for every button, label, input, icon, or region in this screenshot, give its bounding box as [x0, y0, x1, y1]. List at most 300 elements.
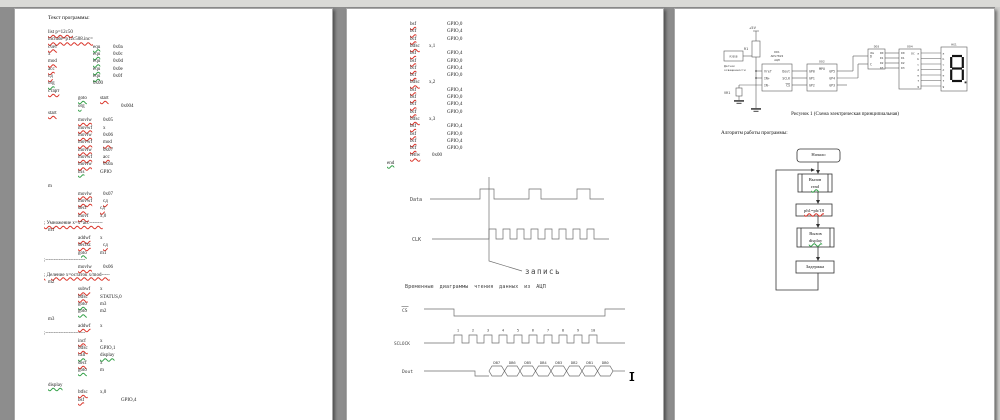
- code-token: 0x07: [103, 191, 113, 197]
- data-waveform: [430, 189, 604, 199]
- code-token: GPIO,0: [447, 58, 463, 64]
- code-token: movf: [78, 213, 89, 219]
- code-token: x,0: [100, 390, 107, 396]
- code-token: GPIO,4: [121, 397, 137, 403]
- code-token: GPIO,0: [447, 73, 463, 79]
- sensor-caption: освещенности: [724, 68, 746, 72]
- clock-number: 10: [590, 327, 596, 333]
- timing-diagrams-figure: [347, 9, 663, 420]
- code-line: [15, 309, 332, 316]
- code-line: [15, 96, 332, 103]
- code-token: GPIO,4: [447, 124, 463, 130]
- code-token: 0x0c: [113, 52, 123, 58]
- code-line: [15, 81, 332, 88]
- dout-bit-cell: [520, 366, 536, 376]
- flowchart-call-display-line1: Вызов: [809, 231, 822, 236]
- code-line: [15, 155, 332, 162]
- dd3-pin: C: [870, 62, 872, 67]
- dout-bit-label: DB4: [539, 360, 547, 365]
- code-token: ;------------------------: [44, 257, 86, 263]
- code-token: x: [100, 360, 103, 366]
- code-token: goto: [78, 368, 87, 374]
- dd4-pin: g: [917, 84, 919, 89]
- dd4-pin: D3: [901, 66, 905, 71]
- hg1-pin: a: [942, 51, 945, 56]
- code-token: GPIO,0: [447, 95, 463, 100]
- code-token: m3: [100, 301, 107, 307]
- dout-waveform: [424, 371, 489, 376]
- dout-bit-cell: [505, 366, 521, 376]
- code-token: addwf: [78, 235, 91, 241]
- text-caret: [631, 372, 633, 381]
- code-token: start: [48, 110, 57, 116]
- code-token: асс: [103, 154, 110, 160]
- code-token: goto: [78, 96, 87, 102]
- hg1-pin: c: [942, 62, 945, 67]
- code-line: [15, 317, 332, 324]
- code-token: movlw: [78, 147, 92, 153]
- dout-bit-cell: [582, 366, 598, 376]
- right-gutter: [995, 7, 1000, 420]
- clock-number: 5: [516, 327, 520, 333]
- code-token: x,1: [429, 43, 436, 49]
- schematic-and-flowchart-figure: [675, 9, 994, 420]
- code-token: bsf: [78, 397, 85, 403]
- code-token: x,2: [429, 80, 436, 86]
- code-line: [15, 118, 332, 125]
- code-token: x: [100, 338, 103, 344]
- code-token: end: [387, 160, 395, 166]
- code-token: GPIO,0: [447, 131, 463, 137]
- code-token: 0x06: [103, 132, 113, 138]
- code-token: bcf: [410, 138, 417, 144]
- code-line: [15, 258, 332, 265]
- dout-bit-cell: [551, 366, 567, 376]
- code-line: [15, 133, 332, 140]
- code-line: [15, 324, 332, 331]
- hg1-designator: HG1: [951, 42, 957, 47]
- code-token: bsf: [410, 131, 417, 137]
- code-token: mod: [48, 59, 57, 65]
- sensor-name: MJ05B: [729, 55, 738, 59]
- code-token: GPIO,4: [447, 65, 463, 71]
- code-token: m2: [100, 309, 107, 315]
- code-token: decf: [78, 206, 87, 212]
- code-token: GPIO,4: [447, 138, 463, 144]
- code-token: movlw: [78, 162, 92, 168]
- code-line: [15, 199, 332, 206]
- code-token: m: [100, 368, 104, 374]
- ground-symbol: [737, 103, 742, 104]
- write-label: запись: [525, 267, 562, 276]
- code-token: STATUS,0: [100, 294, 122, 300]
- dd1-pin: SCLK: [782, 76, 790, 81]
- code-line: [15, 184, 332, 191]
- flowchart-call-read-line1: Вызов: [808, 177, 822, 182]
- dd4-type: DC: [911, 51, 915, 56]
- code-token: асс: [48, 66, 55, 72]
- code-token: x: [100, 235, 103, 241]
- code-token: btfsc: [78, 294, 88, 300]
- text-caret: [630, 372, 635, 373]
- code-token: call: [78, 353, 86, 359]
- code-token: GPIO,4: [447, 29, 463, 35]
- dout-bit-label: DB6: [508, 360, 516, 365]
- sensor-caption: Датчик: [724, 64, 735, 68]
- dd4-pin: D2: [901, 61, 905, 66]
- page-1: [14, 8, 333, 420]
- code-token: x: [100, 324, 103, 329]
- dout-bit-cell: [489, 366, 505, 376]
- code-token: 0x00: [93, 81, 103, 87]
- ground-symbol: [751, 108, 761, 110]
- code-line: [15, 331, 332, 338]
- code-token: include=p12c508.inc=: [48, 37, 93, 43]
- code-line: [15, 52, 332, 59]
- code-token: x: [103, 125, 106, 131]
- resistor-vr1: [736, 88, 742, 96]
- code-token: bcf: [410, 109, 417, 115]
- vr1-label: VR1: [724, 91, 731, 95]
- code-token: 0x0a: [103, 162, 113, 168]
- code-line: [15, 126, 332, 133]
- power-5v-label: +5V: [749, 25, 756, 30]
- dd3-type: RG: [870, 51, 875, 55]
- code-line: [15, 140, 332, 147]
- code-token: movlw: [78, 118, 92, 124]
- code-token: movlw: [78, 265, 92, 271]
- ground-symbol: [734, 100, 744, 102]
- junction-dot: [755, 70, 757, 72]
- code-token: GPIO,1: [100, 346, 116, 352]
- code-token: x,3: [429, 116, 436, 122]
- code-token: GPIO,0: [447, 146, 463, 152]
- dd3-pin: D: [870, 54, 872, 59]
- code-token: list p=12c50: [48, 30, 73, 35]
- code-line: [15, 30, 332, 37]
- r1-label: R1: [744, 47, 749, 51]
- code-token: bsf: [410, 22, 417, 27]
- code-token: btfsc: [78, 346, 88, 352]
- dd4-pin: a: [917, 51, 919, 56]
- hg1-pin: f: [942, 79, 945, 83]
- dout-signal-label: Dout: [402, 370, 414, 375]
- code-token: goto: [78, 309, 87, 315]
- code-token: m1: [100, 250, 107, 256]
- code-line: [15, 74, 332, 81]
- code-line: [15, 170, 332, 177]
- code-token: incf: [78, 338, 86, 344]
- code-token: ; Деление x=остаток x/mod-----: [44, 272, 110, 278]
- code-line: [15, 111, 332, 118]
- dd2-pin: GP5: [829, 69, 835, 74]
- dd4-designator: DD4: [907, 44, 913, 49]
- code-token: org: [78, 103, 85, 109]
- code-token: bsf: [410, 87, 417, 93]
- code-token: GPIO,4: [447, 51, 463, 57]
- cs-signal-label: CS: [402, 309, 408, 314]
- figure1-caption: Рисунок 1 (Схема электрическая принципиальная): [791, 112, 899, 117]
- code-line: [15, 390, 332, 397]
- dd4-pin: b: [917, 57, 919, 61]
- code-token: equ: [93, 66, 101, 72]
- code-token: 0x004: [121, 103, 134, 109]
- code-token: retlw: [410, 153, 421, 159]
- hg1-pin: b: [942, 57, 945, 61]
- code-token: ;------------------------: [44, 331, 86, 337]
- code-token: movwf: [78, 140, 93, 146]
- code-token: start: [100, 96, 109, 102]
- code-token: bcf: [410, 65, 417, 71]
- dd1-pin: Dout: [782, 69, 790, 74]
- code-token: movwf: [78, 199, 93, 205]
- code-line: [15, 398, 332, 405]
- dd2-type: MPU: [819, 67, 825, 71]
- code-token: display: [48, 382, 63, 388]
- clock-number: 9: [576, 327, 580, 333]
- code-token: 0x0a: [113, 44, 123, 50]
- dd3-pin: D3: [879, 66, 884, 71]
- code-token: сд: [103, 199, 108, 205]
- code-token: movlw: [78, 132, 92, 138]
- figure-caption: Временные диаграммы чтения данных из АЦП: [405, 284, 546, 290]
- sclock-waveform: [424, 335, 625, 343]
- dd2-pin: GP4: [829, 76, 835, 81]
- code-line: [15, 59, 332, 66]
- ground-symbol: [754, 111, 759, 112]
- dd4-pin: f: [917, 79, 919, 83]
- code-token: movwf: [78, 125, 93, 131]
- code-line: [15, 192, 332, 199]
- code-line: [15, 273, 332, 280]
- dout-bit-label: DB7: [493, 360, 501, 365]
- code-token: equ: [93, 59, 101, 65]
- dd1-part-number: ADS7822: [770, 54, 784, 58]
- dout-bit-cell: [536, 366, 552, 376]
- arrowhead: [816, 224, 820, 228]
- code-token: сд: [48, 74, 53, 80]
- code-line: [15, 104, 332, 111]
- code-token: decf: [78, 360, 87, 366]
- code-line: [15, 89, 332, 96]
- code-token: org: [48, 81, 55, 87]
- hg1-pin: g: [942, 84, 945, 89]
- code-token: m3: [48, 316, 55, 322]
- clock-number: 6: [531, 327, 535, 333]
- code-token: 0x0d: [113, 59, 123, 65]
- code-token: m: [48, 184, 52, 190]
- dout-bit-cell: [598, 366, 614, 376]
- dout-bit-label: DB1: [586, 360, 594, 365]
- code-line: [15, 37, 332, 44]
- dout-bit-cell: [567, 366, 583, 376]
- code-token: bsf: [410, 51, 417, 57]
- flowchart-start: Начало: [811, 152, 826, 157]
- code-line: [15, 287, 332, 294]
- code-token: equ: [93, 74, 101, 80]
- code-line: [15, 368, 332, 375]
- code-token: 0x05: [103, 118, 113, 124]
- top-band: [0, 0, 1000, 7]
- dout-bit-label: DB0: [601, 360, 609, 365]
- code-line: [15, 265, 332, 272]
- dd1-pin: CS: [786, 83, 790, 88]
- dd4-pin: e: [917, 73, 919, 78]
- text-caret: [630, 380, 635, 381]
- dd4-pin: D0: [901, 51, 905, 56]
- code-line: [15, 353, 332, 360]
- dd2-pin: GP0: [809, 69, 815, 74]
- code-token: goto: [78, 250, 87, 256]
- clock-number: 1: [456, 327, 460, 333]
- clock-number: 2: [471, 327, 475, 333]
- clk-signal-label: CLK: [412, 237, 422, 243]
- page1-title: Текст программы:: [48, 15, 90, 21]
- dd2-pin: GP1: [809, 76, 815, 81]
- code-token: GPIO,0: [447, 109, 463, 115]
- code-token: GPIO: [100, 169, 112, 175]
- code-token: tris: [78, 169, 85, 175]
- code-line: [15, 339, 332, 346]
- code-line: [15, 295, 332, 302]
- dd2-pin: GP2: [809, 83, 815, 88]
- code-token: счет: [48, 44, 58, 50]
- code-token: bcf: [410, 146, 417, 152]
- code-token: m2: [48, 279, 55, 285]
- code-token: btfsc: [410, 116, 420, 122]
- code-token: btfsc: [78, 390, 88, 396]
- code-token: bsf: [410, 124, 417, 130]
- code-token: bsf: [410, 95, 417, 100]
- code-line: [15, 214, 332, 221]
- code-token: m1: [48, 228, 55, 234]
- code-token: GPIO,4: [447, 87, 463, 93]
- code-token: старт: [48, 88, 60, 94]
- code-line: [15, 45, 332, 52]
- page-2: [346, 8, 664, 420]
- code-line: [15, 383, 332, 390]
- clock-number: 3: [486, 327, 490, 333]
- code-token: addwf: [78, 324, 91, 329]
- code-token: bcf: [410, 102, 417, 108]
- code-token: subwf: [78, 287, 91, 293]
- hg1-pin: d: [942, 68, 945, 72]
- flowchart-call-display-line2: display: [808, 237, 823, 243]
- code-token: 0x07: [103, 147, 113, 153]
- resistor-r1: [752, 41, 760, 57]
- dd1-pin: IN-: [764, 83, 770, 88]
- code-token: ; Умножение x=x*асс--------: [44, 221, 103, 227]
- code-token: x: [48, 52, 51, 58]
- code-line: [15, 162, 332, 169]
- clock-number: 4: [501, 327, 505, 333]
- code-token: x: [100, 287, 103, 293]
- code-token: mod: [103, 140, 112, 146]
- code-line: [15, 251, 332, 258]
- code-line: [15, 243, 332, 250]
- code-line: [15, 302, 332, 309]
- code-line: [15, 280, 332, 287]
- code-token: goto: [78, 301, 87, 307]
- algorithm-heading: Алгоритм работы программы:: [721, 130, 788, 136]
- decimal-point: [965, 82, 967, 84]
- dout-bit-label: DB2: [570, 360, 578, 365]
- code-token: bcf: [410, 36, 417, 42]
- clk-waveform: [432, 229, 609, 239]
- clock-number: 7: [546, 327, 550, 333]
- code-token: x,0: [100, 213, 107, 219]
- code-token: btfsc: [410, 43, 420, 49]
- junction-dot: [755, 77, 757, 79]
- code-token: decfsz: [78, 243, 91, 249]
- code-token: 0x0e: [113, 66, 123, 72]
- code-line: [15, 67, 332, 74]
- code-token: movwf: [78, 154, 93, 160]
- code-line: [15, 236, 332, 243]
- code-token: 0x0f: [113, 74, 123, 80]
- dd1-pin: Vref: [764, 69, 772, 74]
- code-token: 0x06: [103, 265, 113, 271]
- code-token: GPIO,4: [447, 102, 463, 108]
- code-token: 0x00: [432, 153, 442, 159]
- dout-bit-label: DB5: [524, 360, 532, 365]
- code-token: сд: [103, 243, 108, 249]
- data-signal-label: Data: [410, 197, 423, 203]
- cs-waveform: [424, 309, 625, 316]
- code-token: bcf: [410, 73, 417, 79]
- code-line: [15, 228, 332, 235]
- hg1-pin: e: [942, 73, 945, 78]
- page-3: [674, 8, 995, 420]
- dd3-pin: D2: [879, 61, 884, 66]
- code-token: btfsc: [410, 80, 420, 86]
- code-line: [15, 221, 332, 228]
- code-line: [15, 361, 332, 368]
- flowchart-call-read-line2: read: [811, 183, 819, 189]
- dd4-pin: d: [917, 68, 919, 72]
- arrowhead: [811, 168, 815, 172]
- dd3-pin: D1: [879, 56, 884, 61]
- code-token: сд: [100, 206, 105, 212]
- dout-bit-label: DB3: [555, 360, 563, 365]
- code-token: bcf: [410, 29, 417, 35]
- dd2-designator: DD2: [819, 59, 825, 64]
- dd4-pin: c: [917, 62, 919, 67]
- code-token: display: [100, 353, 115, 359]
- code-line: [15, 148, 332, 155]
- code-token: GPIO,0: [447, 22, 463, 27]
- arrowhead: [816, 200, 820, 204]
- flowchart-delay: Задержка: [805, 264, 825, 269]
- code-token: GPIO,0: [447, 36, 463, 42]
- sclock-signal-label: SCLOCK: [394, 342, 410, 347]
- code-token: movlw: [78, 191, 92, 197]
- dd1-designator: DD1: [774, 50, 780, 54]
- arrowhead: [816, 170, 820, 174]
- code-line: [15, 346, 332, 353]
- dd1-kind: АЦП: [774, 58, 780, 62]
- code-line: [15, 206, 332, 213]
- dd4-pin: D1: [901, 56, 905, 61]
- dd3-designator: DD3: [873, 44, 880, 49]
- clock-number: 8: [561, 327, 565, 333]
- code-token: equ: [93, 52, 101, 58]
- code-token: equ: [93, 44, 101, 50]
- dd3-pin: D0: [879, 51, 884, 56]
- flowchart-formula: ph1=ph/18: [804, 207, 824, 213]
- dd2-pin: GP3: [829, 83, 835, 88]
- dd1-pin: IN+: [764, 76, 770, 81]
